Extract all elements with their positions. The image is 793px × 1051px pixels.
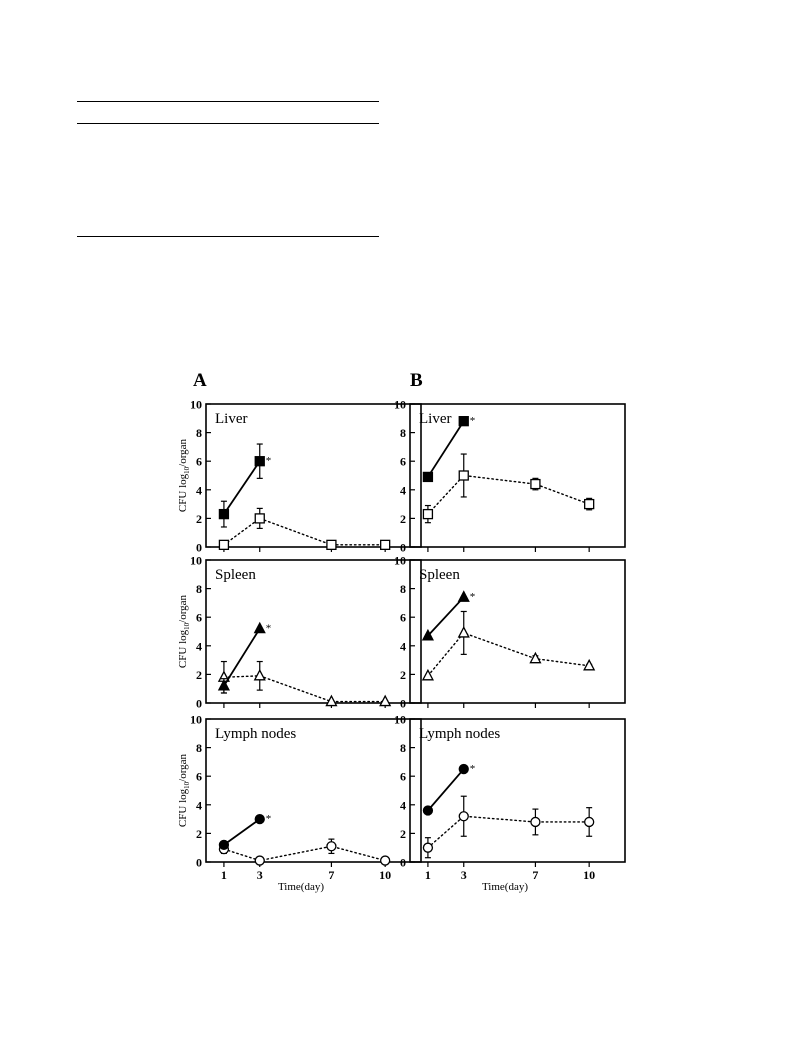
data-point-triangle bbox=[255, 623, 265, 633]
y-tick-label: 6 bbox=[196, 769, 202, 784]
panel-a-spleen bbox=[177, 554, 421, 711]
x-tick-label: 1 bbox=[220, 868, 227, 882]
y-tick-label: 10 bbox=[190, 397, 202, 412]
y-tick-label: 8 bbox=[196, 426, 202, 441]
y-tick-label: 6 bbox=[196, 454, 202, 469]
y-axis-label-tail: /organ bbox=[177, 438, 189, 467]
y-tick-label: 4 bbox=[196, 798, 202, 813]
data-point-triangle bbox=[459, 592, 469, 602]
data-point-circle bbox=[423, 806, 432, 815]
x-axis-label: Time(day) bbox=[481, 881, 529, 893]
series-line-filled bbox=[428, 597, 464, 636]
y-tick-label: 2 bbox=[196, 511, 202, 526]
y-tick-label: 8 bbox=[400, 426, 406, 441]
series-line-open bbox=[224, 846, 385, 860]
y-tick-label: 4 bbox=[400, 798, 406, 813]
series-line-open bbox=[428, 816, 589, 847]
y-axis-label-sub: 10 bbox=[183, 781, 191, 789]
series-line-filled bbox=[428, 769, 464, 810]
organ-title: Spleen bbox=[419, 567, 460, 583]
data-point-triangle bbox=[584, 660, 594, 670]
panel-letter-a: A bbox=[193, 370, 207, 391]
significance-asterisk: * bbox=[265, 455, 272, 468]
panel-b-liver bbox=[394, 398, 625, 555]
panel-a-lymph-nodes bbox=[177, 713, 421, 894]
significance-asterisk: * bbox=[265, 813, 272, 826]
series-line-open bbox=[224, 676, 385, 702]
data-point-triangle bbox=[255, 670, 265, 680]
y-tick-label: 2 bbox=[400, 511, 406, 526]
data-point-square bbox=[423, 472, 432, 481]
data-point-triangle bbox=[380, 696, 390, 706]
data-point-square bbox=[219, 510, 228, 519]
y-tick-label: 4 bbox=[196, 483, 202, 498]
series-line-filled bbox=[224, 819, 260, 845]
x-tick-label: 7 bbox=[328, 868, 335, 882]
y-tick-label: 0 bbox=[196, 855, 202, 870]
y-tick-label: 6 bbox=[400, 769, 406, 784]
x-tick-label: 10 bbox=[379, 868, 392, 882]
y-tick-label: 2 bbox=[400, 826, 406, 841]
x-tick-label: 1 bbox=[424, 868, 431, 882]
panel-b-lymph-nodes bbox=[394, 713, 625, 894]
data-point-triangle bbox=[459, 627, 469, 637]
y-tick-label: 10 bbox=[394, 397, 406, 412]
panel-b-spleen bbox=[394, 554, 625, 711]
data-point-circle bbox=[423, 843, 432, 852]
y-tick-label: 8 bbox=[400, 582, 406, 597]
data-point-circle bbox=[585, 817, 594, 826]
data-point-square bbox=[459, 471, 468, 480]
y-axis-label bbox=[177, 438, 191, 512]
y-axis-label bbox=[177, 753, 191, 827]
data-point-triangle bbox=[530, 653, 540, 663]
series-line-filled bbox=[428, 421, 464, 477]
organ-title: Spleen bbox=[215, 567, 256, 583]
y-tick-label: 10 bbox=[394, 712, 406, 727]
series-line-filled bbox=[224, 461, 260, 514]
y-axis-label-tail: /organ bbox=[177, 753, 189, 782]
series-line-open bbox=[428, 633, 589, 676]
x-tick-label: 3 bbox=[460, 868, 467, 882]
data-point-square bbox=[219, 540, 228, 549]
data-point-circle bbox=[327, 842, 336, 851]
y-axis-label-main: CFU log bbox=[177, 788, 189, 828]
series-line-open bbox=[224, 518, 385, 544]
data-point-square bbox=[585, 500, 594, 509]
y-axis-label-sub: 10 bbox=[183, 466, 191, 474]
y-tick-label: 4 bbox=[400, 483, 406, 498]
data-point-circle bbox=[381, 856, 390, 865]
data-point-square bbox=[327, 540, 336, 549]
y-axis-label bbox=[177, 594, 191, 668]
y-tick-label: 6 bbox=[400, 610, 406, 625]
organ-title: Liver bbox=[215, 411, 248, 427]
y-axis-label-tail: /organ bbox=[177, 594, 189, 623]
y-tick-label: 10 bbox=[394, 553, 406, 568]
y-tick-label: 0 bbox=[196, 696, 202, 711]
organ-title: Lymph nodes bbox=[419, 726, 501, 742]
significance-asterisk: * bbox=[469, 763, 476, 776]
panel-letter-b: B bbox=[410, 370, 423, 391]
x-axis-label: Time(day) bbox=[277, 881, 325, 893]
y-tick-label: 10 bbox=[190, 712, 202, 727]
y-tick-label: 8 bbox=[400, 741, 406, 756]
x-tick-label: 7 bbox=[532, 868, 539, 882]
y-tick-label: 8 bbox=[196, 741, 202, 756]
y-tick-label: 2 bbox=[400, 667, 406, 682]
organ-title: Liver bbox=[419, 411, 452, 427]
series-line-open bbox=[428, 476, 589, 515]
y-tick-label: 4 bbox=[196, 639, 202, 654]
data-point-square bbox=[255, 457, 264, 466]
y-tick-label: 10 bbox=[190, 553, 202, 568]
y-tick-label: 0 bbox=[400, 540, 406, 555]
data-point-square bbox=[381, 540, 390, 549]
y-tick-label: 0 bbox=[196, 540, 202, 555]
y-tick-label: 4 bbox=[400, 639, 406, 654]
significance-asterisk: * bbox=[265, 622, 272, 635]
organ-title: Lymph nodes bbox=[215, 726, 297, 742]
y-tick-label: 0 bbox=[400, 696, 406, 711]
data-point-square bbox=[531, 480, 540, 489]
panel-a-liver bbox=[177, 398, 421, 555]
y-tick-label: 0 bbox=[400, 855, 406, 870]
significance-asterisk: * bbox=[469, 591, 476, 604]
y-tick-label: 6 bbox=[196, 610, 202, 625]
x-tick-label: 3 bbox=[256, 868, 263, 882]
data-point-circle bbox=[219, 840, 228, 849]
data-point-circle bbox=[459, 812, 468, 821]
y-axis-label-main: CFU log bbox=[177, 473, 189, 513]
y-axis-label-main: CFU log bbox=[177, 629, 189, 669]
data-point-square bbox=[423, 510, 432, 519]
y-tick-label: 2 bbox=[196, 667, 202, 682]
y-tick-label: 6 bbox=[400, 454, 406, 469]
data-point-circle bbox=[531, 817, 540, 826]
data-point-circle bbox=[255, 815, 264, 824]
data-point-circle bbox=[255, 856, 264, 865]
y-axis-label-sub: 10 bbox=[183, 622, 191, 630]
significance-asterisk: * bbox=[469, 415, 476, 428]
data-point-square bbox=[255, 514, 264, 523]
data-point-circle bbox=[459, 765, 468, 774]
y-tick-label: 8 bbox=[196, 582, 202, 597]
x-tick-label: 10 bbox=[583, 868, 596, 882]
series-line-filled bbox=[224, 629, 260, 686]
y-tick-label: 2 bbox=[196, 826, 202, 841]
data-point-square bbox=[459, 417, 468, 426]
